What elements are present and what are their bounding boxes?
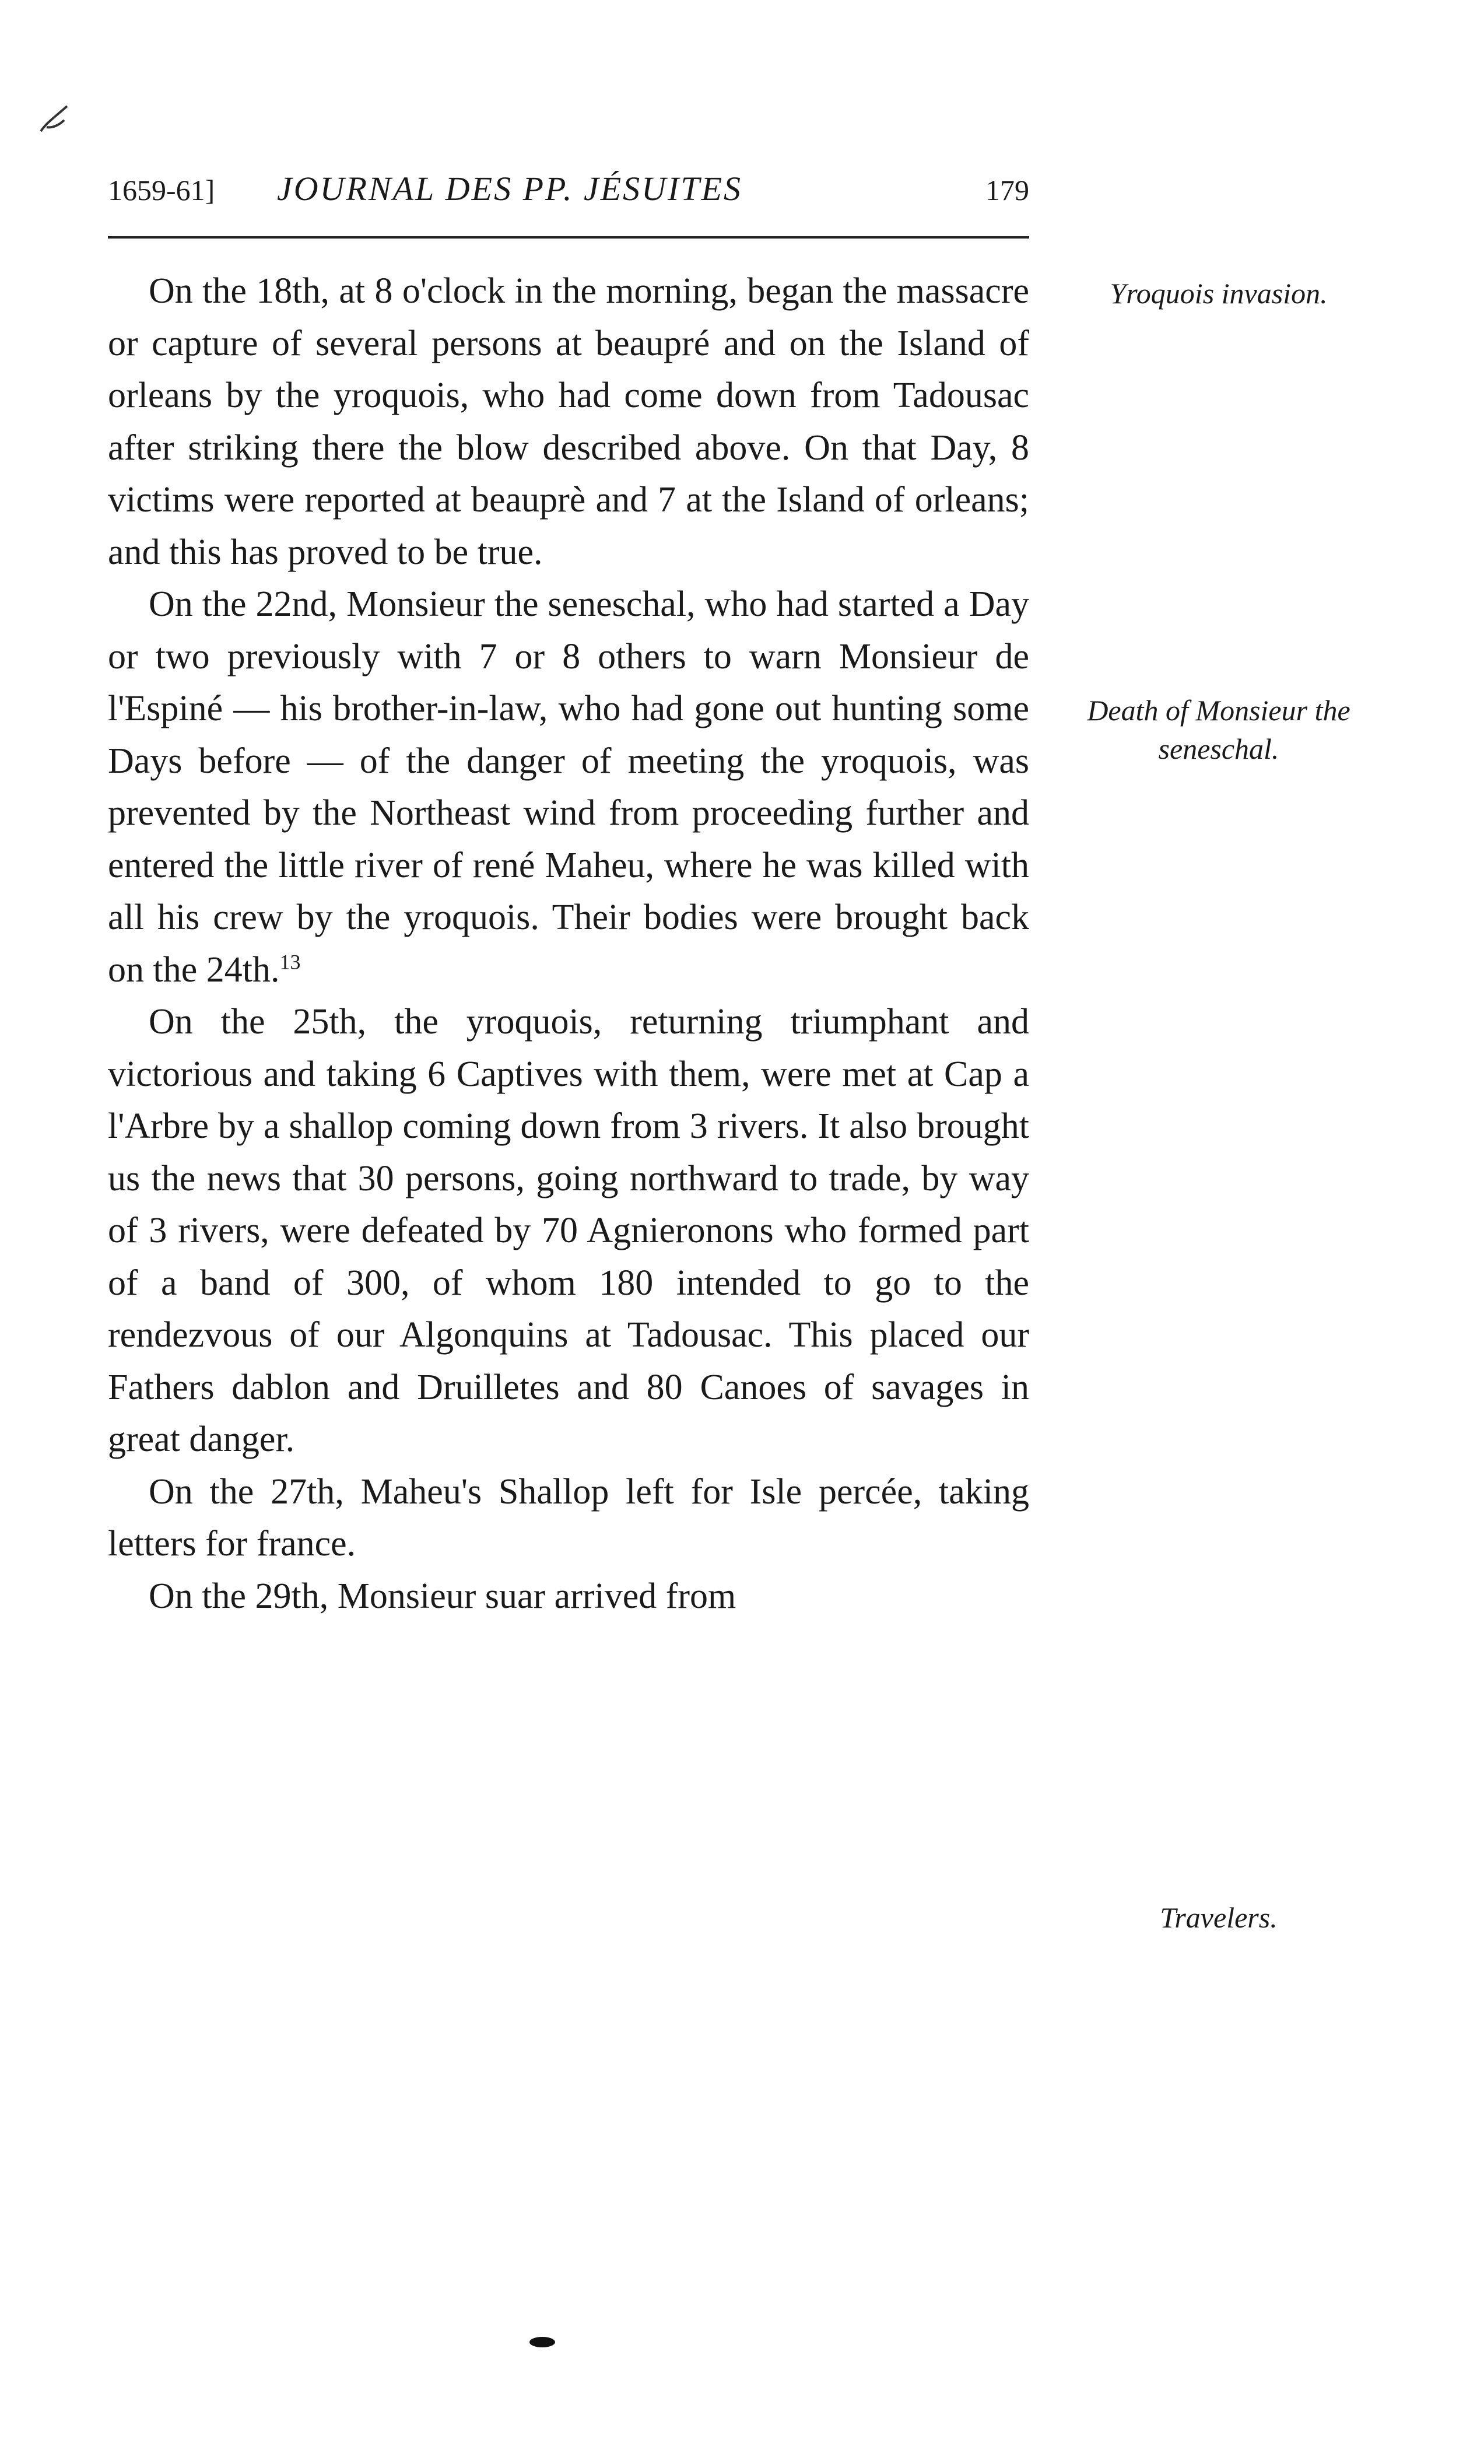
footnote-reference: 13 <box>279 949 301 973</box>
paragraph <box>108 579 1029 996</box>
paragraph <box>108 1571 1029 1623</box>
paragraph-text: On the 27th, Maheu's Shallop left for Isle percée, taking letters for france. <box>108 1471 1029 1564</box>
paragraph-text: On the 22nd, Monsieur the seneschal, who had started a Day or two previously with 7 or 8 others to warn Monsieur de l'Espiné — his brother-in-law, who had gone out hunting some Days before — of the danger of meeting the yroquois, was prevented by the Northeast wind from proceeding further and entered the little river of rené Maheu, where he was killed with all his crew by the yroquois. Their bodies were brought back on the 24th. <box>108 584 1029 990</box>
pencil-mark-icon <box>35 99 76 140</box>
paragraph-text: On the 29th, Monsieur suar arrived from <box>149 1576 736 1616</box>
margin-note-travelers: Travelers. <box>1160 1901 1278 1934</box>
paragraph <box>108 265 1029 579</box>
header-rule <box>108 236 1029 239</box>
header-year-range: 1659-61] <box>108 174 215 206</box>
paragraph-text: On the 25th, the yroquois, returning triumphant and victorious and taking 6 Captives with them, were met at Cap a l'Arbre by a shallop coming down from 3 rivers. It also brought us the news that 30 persons, going northward to trade, by way of 3 rivers, were defeated by 70 Agnieronons who formed part of a band of 300, of whom 180 intended to go to the rendezvous of our Algonquins at Tadousac. This placed our Fathers dablon and Druilletes and 80 Canoes of savages in great danger. <box>108 1002 1029 1459</box>
running-header <box>108 169 1029 222</box>
header-title: JOURNAL DES PP. JÉSUITES <box>277 170 743 208</box>
main-text <box>108 265 1029 1622</box>
margin-note-invasion: Yroquois invasion. <box>1110 277 1328 310</box>
paragraph <box>108 996 1029 1466</box>
ink-blot-icon <box>525 2333 560 2350</box>
paragraph <box>108 1466 1029 1571</box>
margin-note-death: Death of Monsieur the seneschal. <box>1087 694 1350 765</box>
paragraph-text: On the 18th, at 8 o'clock in the morning, began the massacre or capture of several persons at beaupré and on the Island of orleans by the yroquois, who had come down from Tadousac after striking there the blow described above. On that Day, 8 victims were reported at beauprè and 7 at the Island of orleans; and this has proved to be true. <box>108 271 1029 572</box>
page-number: 179 <box>985 174 1029 206</box>
